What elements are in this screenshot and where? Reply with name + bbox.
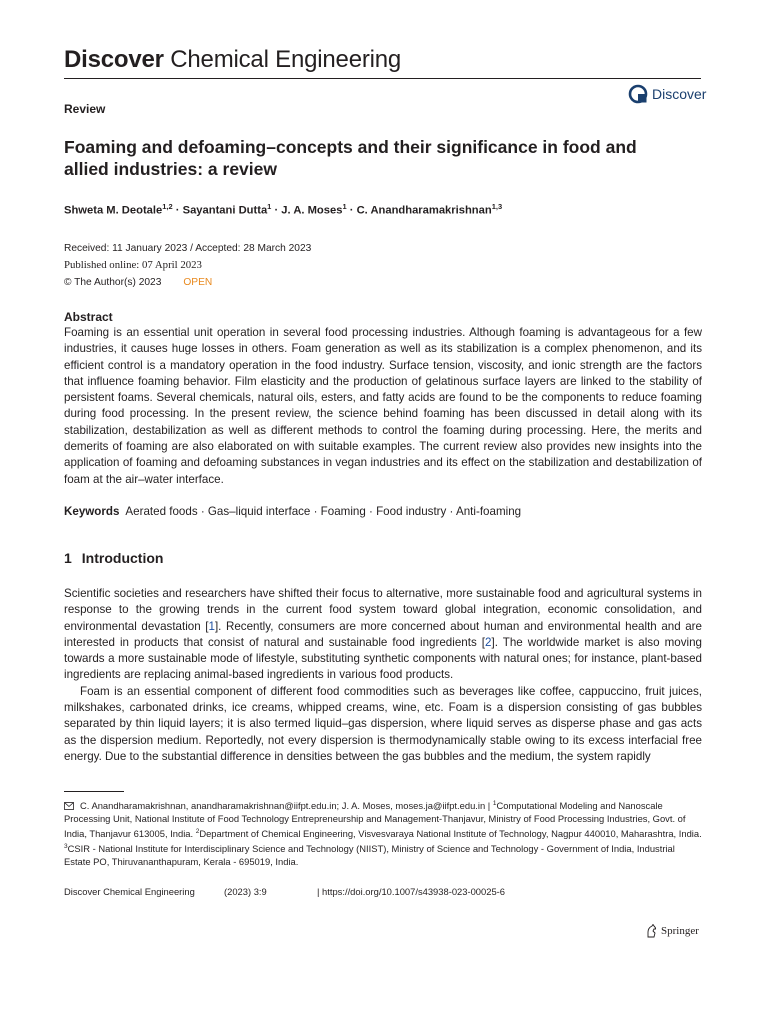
footnote xyxy=(64,797,704,868)
affiliation-mark: 3 xyxy=(64,843,68,851)
discover-logo[interactable] xyxy=(628,84,706,104)
article-type: Review xyxy=(64,102,106,116)
springer-logo xyxy=(645,924,699,938)
footer-journal: Discover Chemical Engineering xyxy=(64,886,195,897)
discover-logo-label: Discover xyxy=(652,86,707,102)
footnote-text: Computational Modeling and Nanoscale Processing Unit, National Institute of Food Technology Entrepreneurship and Management-Thanjavur, Ministry of Food Processing Industries, Govt. of India, Thanjavur 613005, India. xyxy=(64,800,686,840)
keywords xyxy=(64,505,521,518)
abstract-heading: Abstract xyxy=(64,310,113,324)
keywords-text: Aerated foods · Gas–liquid interface · Foaming · Food industry · Anti-foaming xyxy=(125,505,522,518)
footer-issue: (2023) 3:9 xyxy=(224,886,267,897)
affiliation-mark: 1 xyxy=(492,800,497,807)
discover-logo-icon xyxy=(628,84,648,104)
published-date: Published online: 07 April 2023 xyxy=(64,259,202,271)
section-title: Introduction xyxy=(81,550,164,566)
section-number: 1 xyxy=(64,550,72,566)
author-name: Sayantani Dutta xyxy=(182,204,268,217)
copyright-text: © The Author(s) 2023 xyxy=(64,277,162,288)
paragraph: Foam is an essential component of different food commodities such as beverages like coffee, cappuccino, fruit juices, milkshakes, carbonated drinks, ice creams, whipped creams, wine, etc. Foam is a dispersion consisting of gas bubbles separated by thin liquid layers; it is also termed liquid–gas dispersion, where liquid serves as disperse phase and gas acts as the dispersion medium. Reportedly, not every dispersion is thermodynamically stable owing to its excess interfacial free energy. Due to the substantial difference in densities between the gas bubbles and the medium, the system rapidly xyxy=(64,684,702,763)
envelope-icon xyxy=(64,802,74,810)
author-list: Shweta M. Deotale$^{1,2}$ · Sayantani Dutta$^1$ · J. A. Moses$^1$ · C. Anandharamakrishnan$^{1,3}$ xyxy=(64,202,503,217)
open-access-badge: OPEN xyxy=(183,277,213,288)
springer-label: Springer xyxy=(661,925,699,937)
author-affiliation: 1 xyxy=(342,202,347,211)
author-affiliation: 1,2 xyxy=(162,202,173,211)
citation-link[interactable]: 1 xyxy=(208,619,215,633)
paragraph xyxy=(64,586,702,684)
footnote-rule xyxy=(64,791,124,792)
journal-brand: Discover xyxy=(64,46,164,73)
author-name: C. Anandharamakrishnan xyxy=(356,204,492,217)
keywords-label: Keywords xyxy=(64,505,120,518)
footnote-text: C. Anandharamakrishnan, anandharamakrishnan@iifpt.edu.in; J. A. Moses, moses.ja@iifpt.edu.in | xyxy=(80,800,493,812)
footnote-text: CSIR - National Institute for Interdisciplinary Science and Technology (NIIST), Ministry of Science and Technology - Government of India, Industrial Estate PO, Thiruvananthapuram, Kerala - 695019, India. xyxy=(64,843,675,868)
paragraph-text: Scientific societies and researchers have shifted their focus to alternative, more sustainable food and agricultural systems in response to the growing trends in the current food system toward global integration, economic consolidation, and environmental devastation [ xyxy=(64,587,702,633)
author-affiliation: 1 xyxy=(267,202,272,211)
footnote-text: Department of Chemical Engineering, Visvesvaraya National Institute of Technology, Nagpur 440010, Maharashtra, India. xyxy=(199,828,702,840)
author-name: J. A. Moses xyxy=(281,204,343,217)
affiliation-mark: 2 xyxy=(195,828,200,836)
springer-horse-icon xyxy=(645,924,657,938)
paragraph-text: ]. Recently, consumers are more concerned about human and environmental health and are interested in products that consist of natural and sustainable food ingredients [ xyxy=(64,619,702,649)
introduction-body xyxy=(64,586,702,765)
header-rule xyxy=(64,78,701,79)
citation-link[interactable]: 2 xyxy=(485,635,492,649)
article-dates xyxy=(64,240,311,291)
journal-title xyxy=(64,44,401,76)
received-accepted-date: Received: 11 January 2023 / Accepted: 28 March 2023 xyxy=(64,243,312,254)
section-heading xyxy=(64,550,173,566)
copyright-line xyxy=(64,274,311,291)
footer-doi[interactable]: | https://doi.org/10.1007/s43938-023-00025-6 xyxy=(317,886,505,897)
journal-name: Chemical Engineering xyxy=(170,46,402,73)
author-affiliation: 1,3 xyxy=(491,202,503,211)
abstract-text: Foaming is an essential unit operation in several food processing industries. Although foaming is advantageous for a few industries, it causes huge losses in others. Foam generation as well as its stabilization is a complex phenomenon, and its efficient control is a mandatory operation in the food industry. Surface tension, viscosity, and ionic strength are the factors that influence foaming behavior. Film elasticity and the production of gelatinous surface layers are linked to the stability of persistent foams. Several chemicals, natural oils, esters, and fatty acids are found to be the components to reduce foaming during food processing. In the present review, the science behind foaming has been discussed in detail along with its stabilization, destabilization as well as different methods to control the foaming during processing. Here, the merits and demerits of foaming are also elaborated on with suitable examples. The current review also provides new insights into the application of foaming and defoaming substances in vegan industries and its effect on the stabilization and destabilization of foam at the air–water interface. xyxy=(64,326,702,486)
paragraph-text: ]. The worldwide market is also moving towards a more sustainable mode of lifestyle, substituting synthetic components with natural ones; for instance, plant-based ingredients are replacing animal-based ingredients in various food products. xyxy=(64,635,702,682)
paper-title: Foaming and defoaming–concepts and their significance in food and allied industries: a review xyxy=(64,137,637,179)
author-name: Shweta M. Deotale xyxy=(64,204,163,217)
